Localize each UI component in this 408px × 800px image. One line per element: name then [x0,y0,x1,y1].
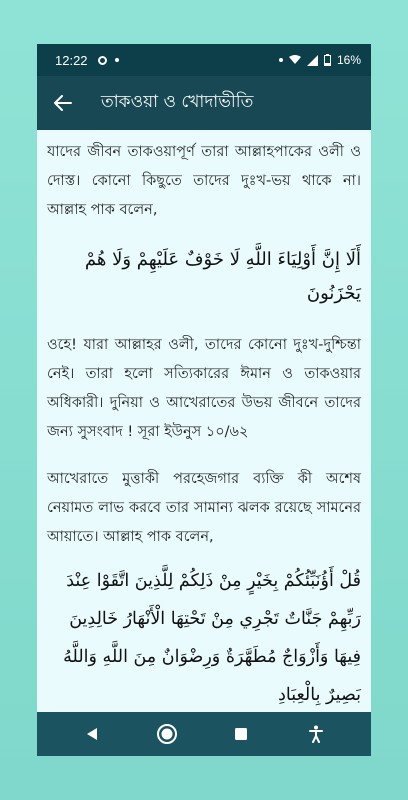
nav-recent-button[interactable] [227,720,255,748]
accessibility-button[interactable] [302,720,330,748]
status-bar [37,44,371,76]
paragraph-3: আখেরাতে মুত্তাকী পরহেজগার ব্যক্তি কী অশেষ নেয়ামত লাভ করবে তার সামান্য ঝলক রয়েছে সামনের আয়াতে। আল্লাহ পাক বলেন, [47,471,361,545]
sync-icon [98,56,107,65]
arabic-verse-1: أَلَا إِنَّ أَوْلِيَاءَ اللَّهِ لَا خَوْفٌ عَلَيْهِمْ وَلَا هُمْ يَحْزَنُونَ [84,249,361,304]
notification-dot-icon [279,58,283,62]
notification-dot-icon [115,58,119,62]
signal-icon [307,55,318,66]
arrow-left-icon [54,95,72,111]
page-title: তাকওয়া ও খোদাভীতি [101,92,254,112]
status-time: 12:22 [55,52,88,68]
status-left-icons [98,56,119,65]
triangle-back-icon [85,727,99,741]
accessibility-icon [309,725,323,743]
battery-percent: 16% [336,53,361,67]
back-button[interactable] [51,91,75,115]
article-content[interactable] [37,130,371,712]
battery-icon [324,54,331,66]
arabic-verse-2: قُلْ أَؤُنَبِّئُكُمْ بِخَيْرٍ مِنْ ذَلِكُمْ لِلَّذِينَ اتَّقَوْا عِنْدَ رَبِّهِمْ جَنَّاتٌ تَجْرِي مِنْ تَحْتِهَا الْأَنْهَارُ خَالِدِينَ فِيهَا وَأَزْوَاجٌ مُطَهَّرَةٌ وَرِضْوَانٌ مِنَ اللَّهِ وَاللَّهُ بَصِيرٌ بِالْعِبَادِ [63,571,361,705]
app-bar [37,76,371,130]
nav-back-button[interactable] [78,720,106,748]
paragraph-1: যাদের জীবন তাকওয়াপূর্ণ তারা আল্লাহপাকের ওলী ও দোস্ত। কোনো কিছুতে তাদের দুঃখ-ভয় থাকে না। আল্লাহ পাক বলেন, [47,144,361,218]
wifi-icon [289,55,301,65]
circle-home-icon [156,723,178,745]
paragraph-2: ওহে! যারা আল্লাহর ওলী, তাদের কোনো দুঃখ-দুশ্চিন্তা নেই। তারা হলো সত্যিকারের ঈমান ও তাকওয়ার অধিকারী। দুনিয়া ও আখেরাতের উভয় জীবনে তাদের জন্য সুসংবাদ ! সূরা ইউনুস ১০/৬২ [47,337,361,440]
phone-screen [37,44,371,756]
square-recent-icon [234,727,248,741]
status-right [279,53,361,67]
nav-home-button[interactable] [153,720,181,748]
navigation-bar [37,712,371,756]
